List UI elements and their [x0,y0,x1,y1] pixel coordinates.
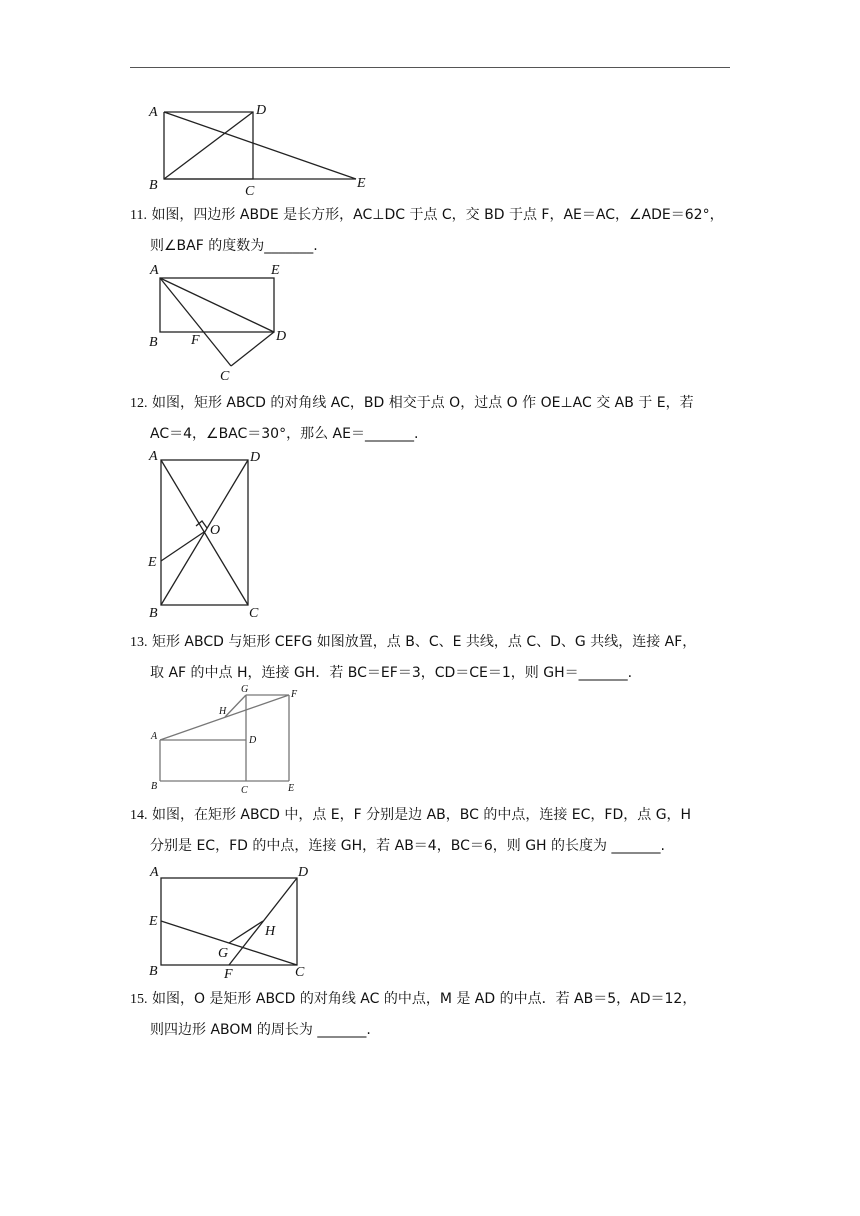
label-E: E [271,263,280,278]
label-D: D [276,329,287,344]
label-C: C [241,785,248,796]
question-text-line1: 如图，矩形 ABCD 的对角线 AC，BD 相交于点 O，过点 O 作 OE⊥AC 交 AB 于 E，若 [151,395,694,411]
question-text-line1: 如图，在矩形 ABCD 中，点 E，F 分别是边 AB，BC 的中点，连接 EC，FD，点 G，H [151,807,692,823]
figure-q10 [140,95,380,200]
question-13 [130,627,735,688]
question-12 [130,388,735,449]
label-H: H [219,706,227,717]
question-text-line1: 如图，四边形 ABDE 是长方形，AC⊥DC 于点 C，交 BD 于点 F，AE＝AC，∠ADE＝62°， [151,207,724,223]
label-A: A [149,105,158,120]
label-D: D [249,735,257,746]
label-B: B [151,781,158,792]
question-text-line1: 如图，O 是矩形 ABCD 的对角线 AC 的中点，M 是 AD 的中点．若 AB＝5，AD＝12， [151,991,697,1007]
question-text-line2: 分别是 EC，FD 的中点，连接 GH，若 AB＝4，BC＝6，则 GH 的长度为 _______. [150,838,665,854]
label-B: B [149,964,158,979]
question-text-line1: 矩形 ABCD 与矩形 CEFG 如图放置，点 B、C、E 共线，点 C、D、G 共线，连接 AF， [151,634,697,650]
label-D: D [250,450,261,465]
question-number: 15. [130,992,148,1007]
question-14 [130,800,735,861]
label-C: C [245,184,255,199]
question-number: 14. [130,808,148,823]
figure-q11 [140,258,310,383]
question-number: 11. [130,208,147,223]
label-H: H [265,924,276,939]
question-15 [130,984,735,1045]
label-F: F [291,689,298,700]
figure-q14 [140,862,320,982]
question-text-line2: 则四边形 ABOM 的周长为 _______. [150,1022,371,1038]
label-F: F [224,967,233,982]
label-D: D [298,865,309,880]
question-text-line2: 取 AF 的中点 H，连接 GH．若 BC＝EF＝3，CD＝CE＝1，则 GH＝_______. [150,665,633,681]
question-number: 13. [130,635,148,650]
label-E: E [148,555,157,570]
label-A: A [150,865,159,880]
label-O: O [210,523,221,538]
label-B: B [149,178,158,193]
label-B: B [149,606,158,621]
label-C: C [249,606,259,621]
label-E: E [149,914,158,929]
figure-q13 [140,683,310,798]
question-text-line2: 则∠BAF 的度数为_______. [150,238,318,254]
label-E: E [288,783,295,794]
label-C: C [295,965,305,980]
question-number: 12. [130,396,148,411]
label-G: G [218,946,229,961]
figure-q12 [140,445,270,620]
label-G: G [241,684,249,695]
label-A: A [151,731,158,742]
label-A: A [150,263,159,278]
label-D: D [256,103,267,118]
label-C: C [220,369,230,384]
question-11 [130,200,735,261]
label-F: F [191,333,200,348]
label-B: B [149,335,158,350]
label-A: A [149,449,158,464]
question-text-line2: AC＝4，∠BAC＝30°，那么 AE＝_______. [150,426,419,442]
header-rule [130,67,730,68]
label-E: E [357,176,366,191]
